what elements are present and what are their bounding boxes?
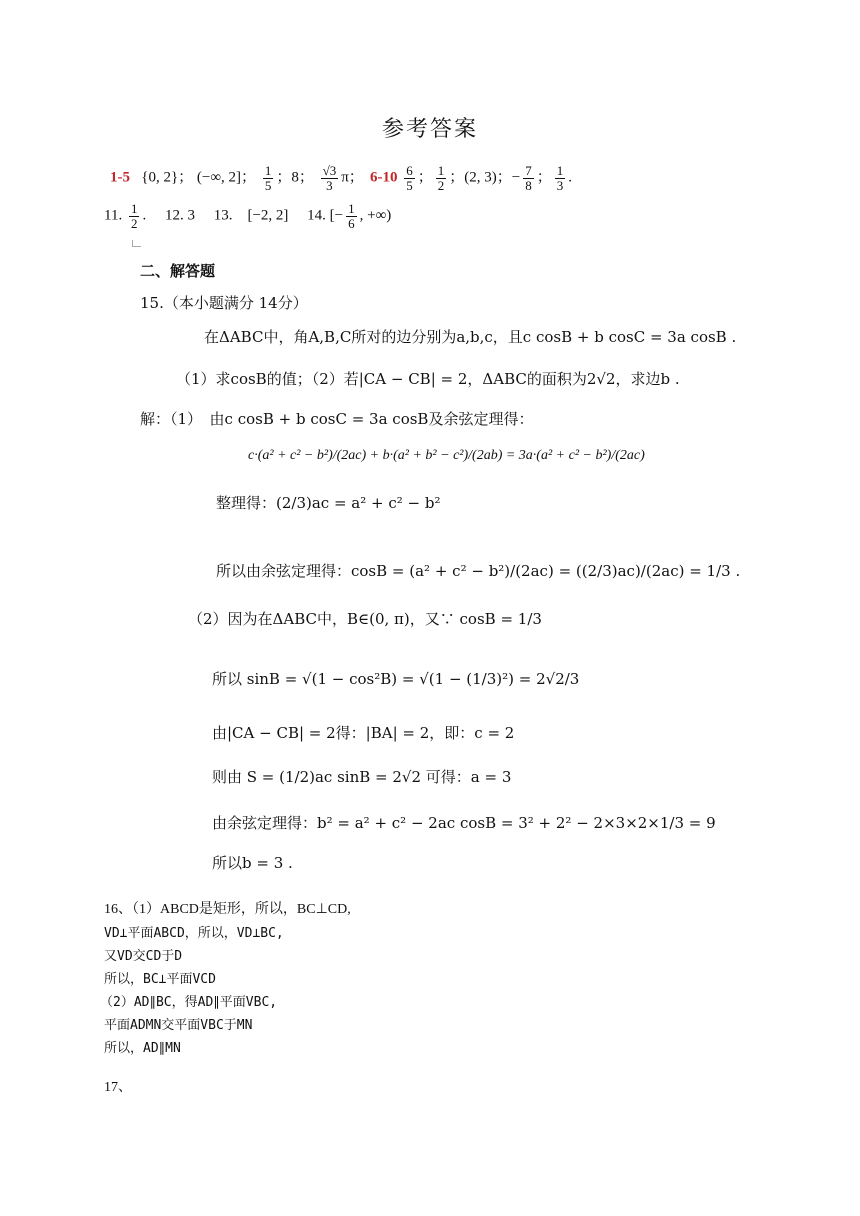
section-heading: 二、解答题 (140, 262, 216, 280)
answer-12: 12. 3 (164, 207, 195, 224)
q15-solution-1: 解：（1） 由c cosB + b cosC = 3a cosB及余弦定理得： (140, 410, 534, 428)
answers-row-1 (110, 164, 364, 192)
q16-line-5: （2）AD∥BC，得AD∥平面VBC, (100, 995, 278, 1010)
answer-1: {0, 2}； (141, 169, 194, 186)
q15-equation-3: 所以由余弦定理得：cosB = (a² + c² − b²)/(2ac) = ((2/3)ac)/(2ac) = 1/3 . (216, 562, 741, 580)
q15-header: 15.（本小题满分 14分） (140, 294, 308, 312)
answer-6-fraction: $\frac{6}{5}$ (406, 163, 413, 193)
q15-equation-1: c·(a² + c² − b²)/(2ac) + b·(a² + b² − c²)/(2ab) = 3a·(a² + c² − b²)/(2ac) (248, 448, 645, 463)
answer-7-fraction: $\frac{1}{2}$ (437, 163, 445, 193)
answer-14-tail: , +∞) (359, 207, 392, 224)
q15-equation-2: 整理得：(2/3)ac = a² + c² − b² (216, 494, 441, 512)
q16-line-1: 16、（1）ABCD是矩形，所以，BC⊥CD, (104, 902, 351, 917)
corner-mark (132, 240, 141, 247)
q15-equation-8: 所以b = 3 . (212, 854, 293, 872)
answer-2: (−∞, 2]； (196, 169, 257, 186)
answers-label-1-5: 1-5 (110, 169, 130, 186)
q15-equation-6: 则由 S = (1/2)ac sinB = 2√2 可得：a = 3 (212, 768, 512, 786)
answers-row-1b: 6-10 $\frac{6}{5}$ ； $\frac{1}{2}$ ；(2, 3)；− $\frac{7}{8}$ ； $\frac{1}{3}$ . (370, 163, 572, 193)
q15-statement: 在ΔABC中，角A,B,C所对的边分别为a,b,c，且c cosB + b cosC = 3a cosB . (204, 328, 737, 346)
answers-row-2: 11. $\frac{1}{2}$ . 12. 3 13. [−2, 2] 14. [− $\frac{1}{6}$ , +∞) (104, 201, 392, 231)
q15-solution-2: （2）因为在ΔABC中，B∈(0, π)，又∵ cosB = 1/3 (188, 610, 542, 628)
q15-equation-4: 所以 sinB = √(1 − cos²B) = √(1 − (1/3)²) = 2√2/3 (212, 670, 580, 688)
answer-13: 13. [−2, 2] (213, 207, 289, 224)
answer-11-label: 11. (104, 207, 123, 224)
answer-5-fraction: $\frac{√3}{3}$ (322, 163, 337, 193)
answer-4: ；8； (276, 169, 314, 186)
answer-14-fraction: $\frac{1}{6}$ (348, 201, 355, 231)
answer-9-fraction: $\frac{7}{8}$ (525, 163, 532, 193)
q16-line-7: 所以，AD∥MN (104, 1041, 181, 1056)
q15-question: （1）求cosB的值；（2）若|CA − CB| = 2，ΔABC的面积为2√2，求边b . (176, 370, 680, 388)
answers-label-6-10: 6-10 (370, 169, 398, 186)
q16-line-6: 平面ADMN交平面VBC于MN (104, 1018, 253, 1033)
q16-line-3: 又VD交CD于D (104, 949, 183, 964)
answer-8-9: ；(2, 3)；− (449, 169, 521, 186)
q15-equation-5: 由|CA − CB| = 2得：|BA| = 2，即：c = 2 (212, 724, 515, 742)
q17-label: 17、 (104, 1080, 132, 1095)
answer-10-fraction: $\frac{1}{3}$ (556, 163, 564, 193)
answer-14: 14. [− (307, 207, 344, 224)
page-title: 参考答案 (381, 117, 478, 142)
q16-line-2: VD⊥平面ABCD，所以，VD⊥BC, (104, 926, 284, 941)
q16-line-4: 所以，BC⊥平面VCD (104, 972, 216, 987)
answer-5-pi: π； (341, 169, 364, 186)
answer-11-fraction: $\frac{1}{2}$ (130, 201, 138, 231)
q15-equation-7: 由余弦定理得：b² = a² + c² − 2ac cosB = 3² + 2² − 2×3×2×1/3 = 9 (212, 814, 716, 832)
answer-3-fraction: $\frac{1}{5}$ (264, 163, 272, 193)
